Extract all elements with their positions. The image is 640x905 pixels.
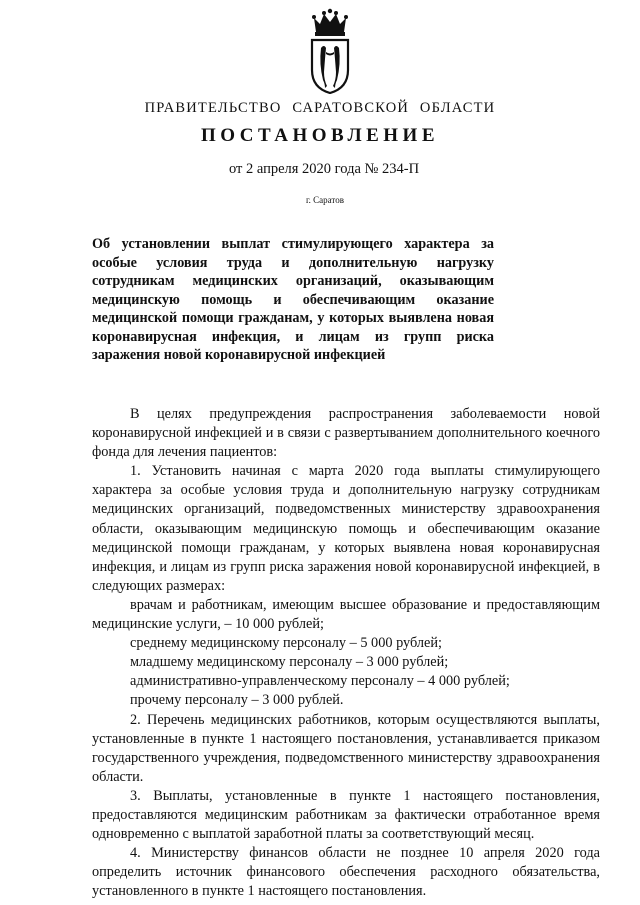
rate-admin-staff: административно-управленческому персоналу – 4 000 рублей; (130, 673, 510, 690)
rate-doctors: врачам и работникам, имеющим высшее образование и предоставляющим медицинские услуги, – 10 000 рублей; (92, 596, 600, 633)
government-name: ПРАВИТЕЛЬСТВО САРАТОВСКОЙ ОБЛАСТИ (144, 100, 496, 116)
intro-paragraph: В целях предупреждения распространения заболеваемости новой коронавирусной инфекцией и в связи с развертыванием дополнительного коечного фонда для лечения пациентов: (92, 406, 600, 461)
paragraph-1: 1. Установить начиная с марта 2020 года выплаты стимулирующего характера за особые условия труда и дополнительную нагрузку сотрудникам медицинских организаций, подведомственных министерству здравоохранения области, оказывающим медицинскую помощь и обеспечивающим оказание медицинской помощи гражданам, у которых выявлена новая коронавирусная инфекция, и лицам из групп риска заражения новой коронавирусной инфекцией, в следующих размерах: (92, 463, 600, 594)
rate-middle-staff: среднему медицинскому персоналу – 5 000 рублей; (130, 635, 443, 652)
document-body (92, 405, 600, 901)
document-city: г. Саратов (306, 195, 344, 205)
paragraph-2: 2. Перечень медицинских работников, которым осуществляются выплаты, установленные в пункте 1 настоящего постановления, устанавливается приказом государственного учреждения, подведомственного министерству здравоохранения области. (92, 711, 600, 785)
document-date-number: от 2 апреля 2020 года № 234-П (228, 161, 420, 177)
document-heading: Об установлении выплат стимулирующего характера за особые условия труда и дополнительную нагрузку сотрудникам медицинских организаций, оказывающим медицинскую помощь и обеспечивающим оказание медицинской помощи гражданам, у которых выявлена новая коронавирусная инфекция, и лицам из групп риска заражения новой коронавирусной инфекцией (92, 236, 494, 363)
coat-of-arms-icon (308, 8, 352, 94)
rate-junior-staff: младшему медицинскому персоналу – 3 000 рублей; (130, 654, 449, 671)
paragraph-4: 4. Министерству финансов области не позднее 10 апреля 2020 года определить источник финансового обеспечения расходного обязательства, установленного в пункте 1 настоящего постановления. (92, 845, 600, 900)
document-type: ПОСТАНОВЛЕНИЕ (200, 125, 440, 146)
paragraph-3: 3. Выплаты, установленные в пункте 1 настоящего постановления, предоставляются медицинским работникам за фактически отработанное время одновременно с выплатой заработной платы за соответствующий месяц. (92, 787, 600, 843)
rate-other-staff: прочему персоналу – 3 000 рублей. (130, 692, 344, 709)
